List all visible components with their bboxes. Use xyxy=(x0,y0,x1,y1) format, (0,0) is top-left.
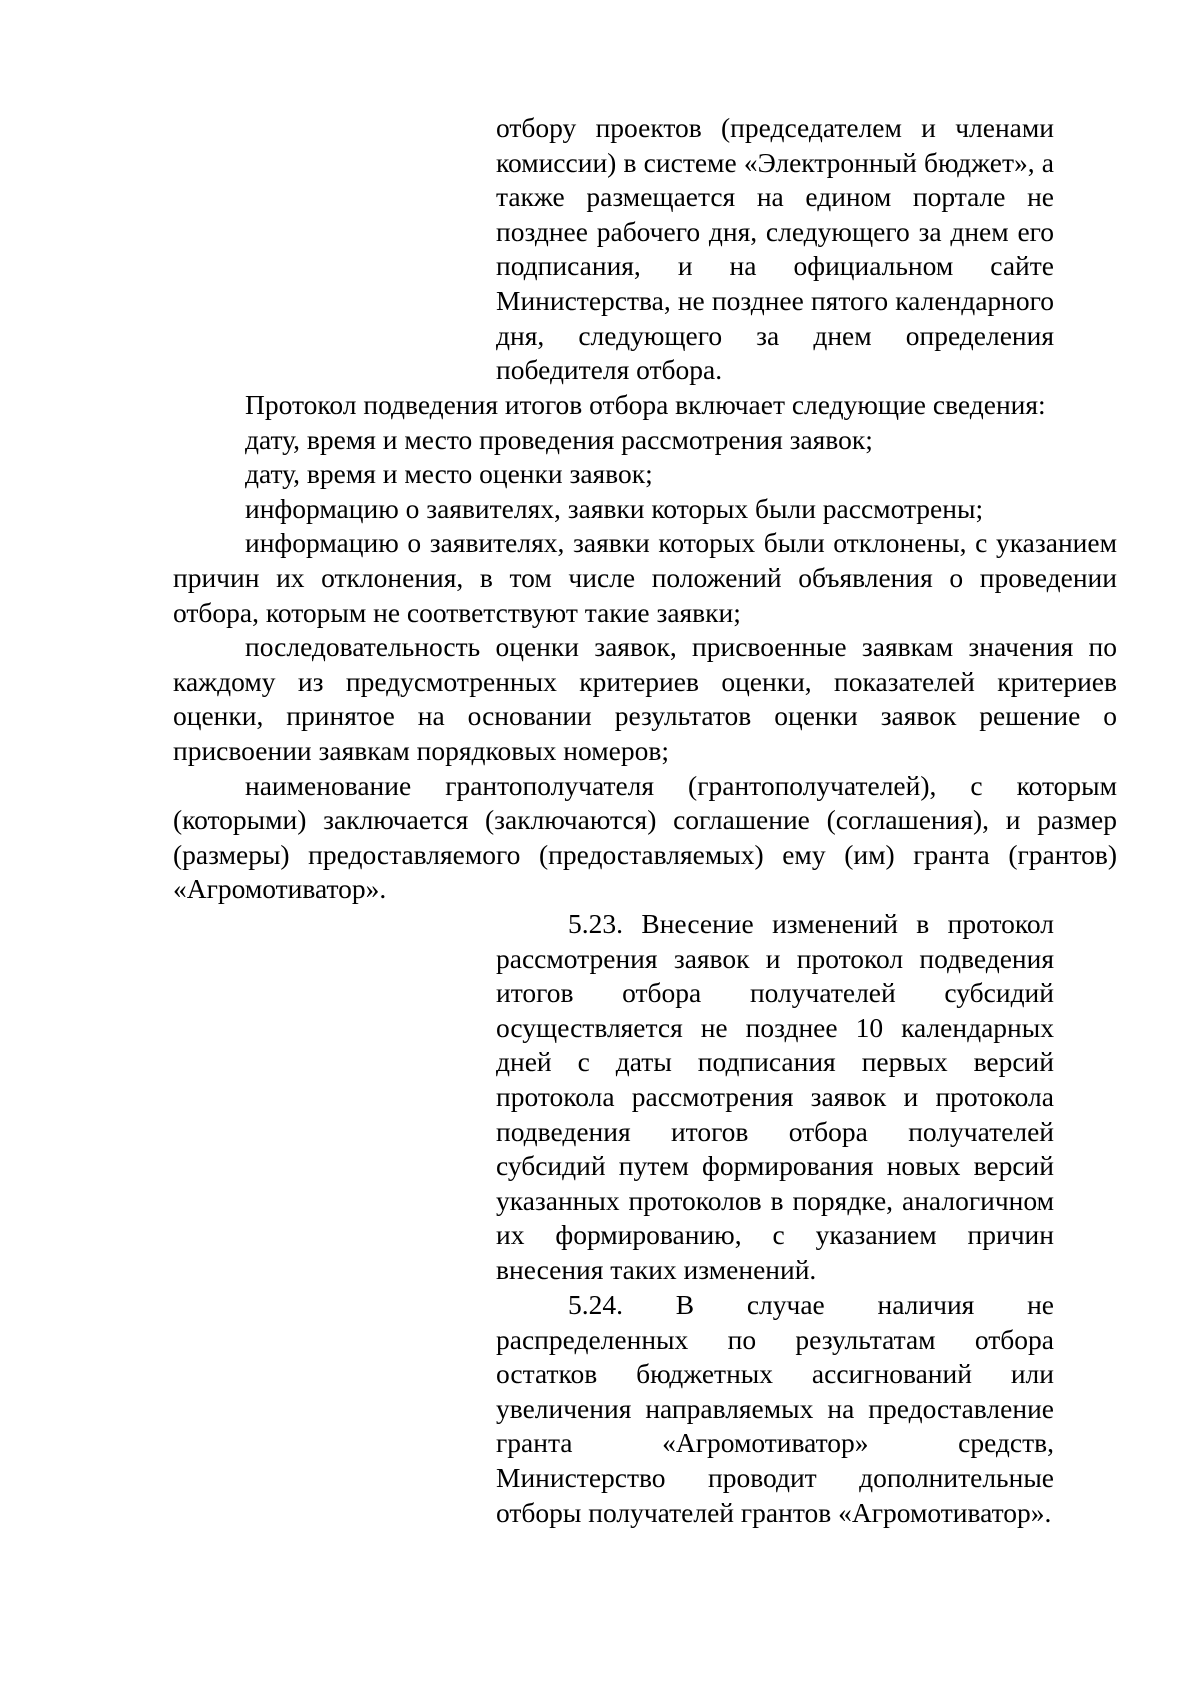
clause-5-24 xyxy=(496,1288,1054,1530)
protocol-item-2: дату, время и место оценки заявок; xyxy=(245,458,653,490)
protocol-item-6: наименование грантополучателя (грантополучателей), с которым (которыми) заключается (заключаются) соглашение (соглашения), и размер (размеры) предоставляемого (предоставляемых) ему (им) гранта (грантов) «Агромотиватор». xyxy=(173,769,1117,905)
protocol-item-4: информацию о заявителях, заявки которых были отклонены, с указанием причин их отклонения, в том числе положений объявления о проведении отбора, которым не соответствуют такие заявки; xyxy=(173,527,1117,628)
clause-5-23-text: 5.23. Внесение изменений в протокол рассмотрения заявок и протокол подведения итогов отбора получателей субсидий осуществляется не позднее 10 календарных дней с даты подписания первых версий протокола рассмотрения заявок и протокола подведения итогов отбора получателей субсидий путем формирования новых версий указанных протоколов в порядке, аналогичном их формированию, с указанием причин внесения таких изменений. xyxy=(496,908,1054,1285)
top-fragment xyxy=(496,111,1054,388)
protocol-section xyxy=(173,388,1117,907)
clause-5-23 xyxy=(496,907,1054,1288)
protocol-item-3: информацию о заявителях, заявки которых были рассмотрены; xyxy=(245,492,984,524)
protocol-item-1: дату, время и место проведения рассмотрения заявок; xyxy=(245,423,873,455)
protocol-intro: Протокол подведения итогов отбора включает следующие сведения: xyxy=(245,389,1046,420)
protocol-item-5: последовательность оценки заявок, присвоенные заявкам значения по каждому из предусмотренных критериев оценки, показателей критериев оценки, принятое на основании результатов оценки заявок решение о присвоении заявкам порядковых номеров; xyxy=(173,631,1117,766)
top-fragment-text: отбору проектов (председателем и членами комиссии) в системе «Электронный бюджет», а также размещается на едином портале не позднее рабочего дня, следующего за днем его подписания, и на официальном сайте Министерства, не позднее пятого календарного дня, следующего за днем определения победителя отбора. xyxy=(496,112,1054,386)
clause-5-24-text: 5.24. В случае наличия не распределенных по результатам отбора остатков бюджетных ассигнований или увеличения направляемых на предоставление гранта «Агромотиватор» средств, Министерство проводит дополнительные отборы получателей грантов «Агромотиватор». xyxy=(496,1289,1054,1528)
